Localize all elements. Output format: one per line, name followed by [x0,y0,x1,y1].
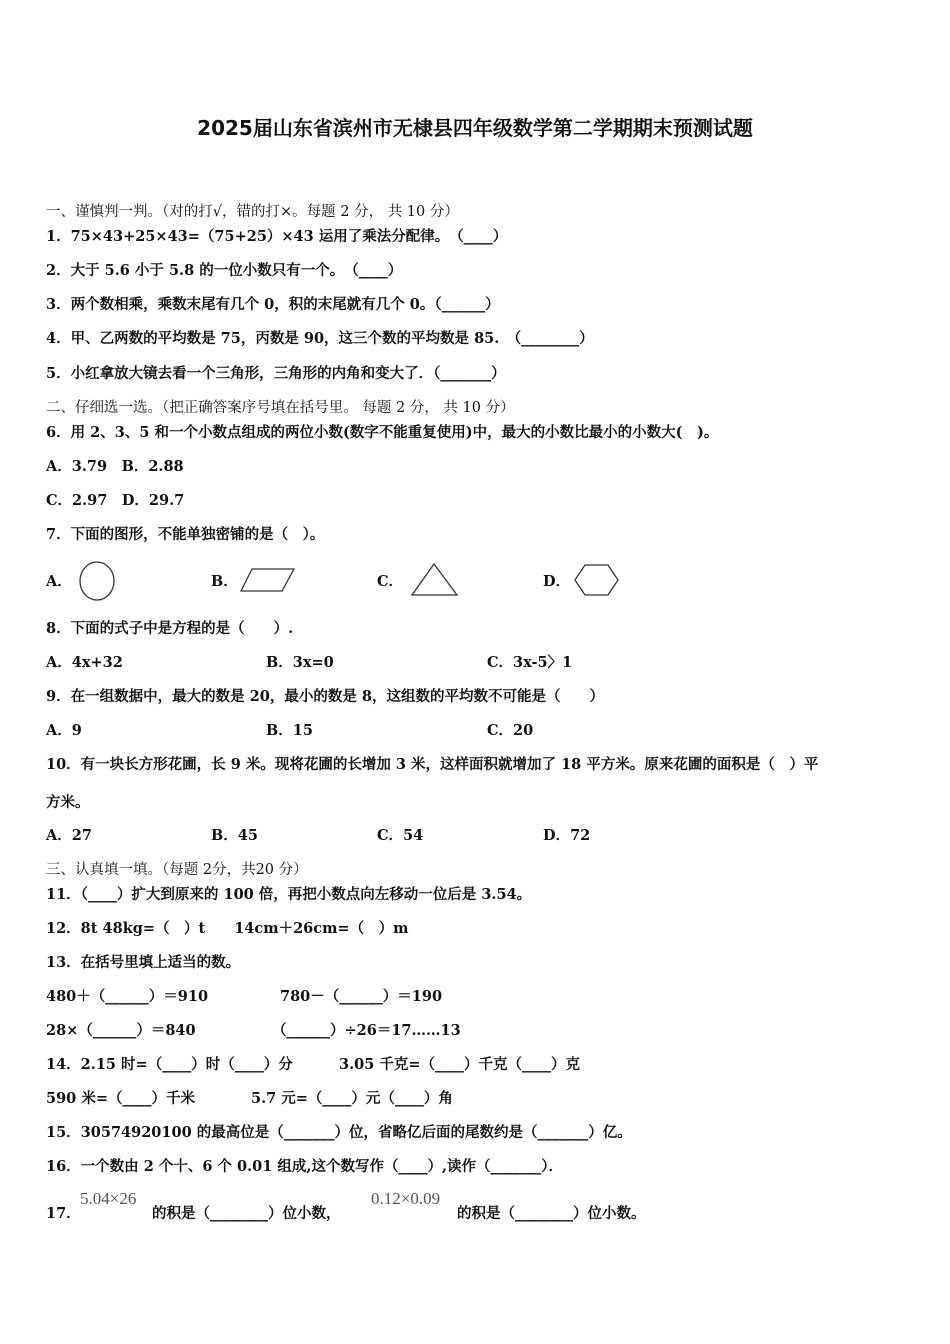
q14-item-d: 5.7 元=（____）元（____）角 [251,1090,453,1107]
section-1-heading: 一、谨慎判一判。（对的打√，错的打×。每题 2 分， 共 10 分） [46,204,459,220]
q17-text-2: 的积是（________）位小数。 [457,1205,646,1222]
question-1: 1．75×43+25×43=（75+25）×43 运用了乘法分配律。 （____） [46,228,508,245]
q14-item-a: 14．2.15 时=（____）时（____）分 [46,1056,293,1073]
question-5: 5．小红拿放大镜去看一个三角形，三角形的内角和变大了．（_______） [46,365,506,382]
q13-item-a: 480＋（______）＝910 [46,988,209,1005]
q7-option-d-label: D． [543,573,571,590]
q10-option-b: B．45 [211,827,258,844]
question-2: 2．大于 5.6 小于 5.8 的一位小数只有一个。 （____） [46,262,403,279]
q9-option-b: B．15 [266,722,313,739]
q8-option-c: C．3x-5〉1 [487,654,573,671]
question-6-options-ab: A．3.79 B．2.88 [46,458,184,475]
q9-option-a: A．9 [46,722,82,739]
q14-item-c: 590 米=（____）千米 [46,1090,195,1107]
question-10-cont: 方米。 [46,794,90,811]
q13-item-b: 780－（______）＝190 [280,988,443,1005]
question-9: 9．在一组数据中，最大的数是 20，最小的数是 8，这组数的平均数不可能是（ ） [46,688,604,705]
q7-option-c-label: C． [377,573,404,590]
q9-option-c: C．20 [487,722,534,739]
question-16: 16．一个数由 2 个十、6 个 0.01 组成,这个数写作（____）,读作（_______）． [46,1158,564,1175]
question-4: 4．甲、乙两数的平均数是 75，丙数是 90，这三个数的平均数是 85. （________） [46,330,594,347]
q17-expression-1: 5.04×26 [80,1189,137,1208]
q7-option-b-label: B． [211,573,238,590]
q13-item-d: （______）÷26＝17……13 [272,1022,461,1039]
question-15: 15．30574920100 的最高位是（_______）位，省略亿后面的尾数约是（_______）亿。 [46,1124,632,1141]
circle-shape [78,560,118,602]
q17-text-1: 的积是（________）位小数， [152,1205,341,1222]
q10-option-c: C．54 [377,827,424,844]
question-7: 7．下面的图形，不能单独密铺的是（ ）。 [46,526,325,543]
q10-option-d: D．72 [543,827,591,844]
q10-option-a: A．27 [46,827,92,844]
q8-option-b: B．3x=0 [266,654,334,671]
hexagon-shape [574,563,620,597]
q14-item-b: 3.05 千克=（____）千克（____）克 [339,1056,581,1073]
question-12: 12．8t 48kg=（ ）t 14cm＋26cm=（ ）m [46,920,409,937]
q8-option-a: A．4x+32 [46,654,123,671]
q7-option-a-label: A． [46,573,72,590]
section-3-heading: 三、认真填一填。（每题 2分，共20 分） [46,862,308,878]
question-17-number: 17． [46,1205,81,1222]
parallelogram-shape [240,567,296,593]
triangle-shape [410,562,460,598]
question-6-options-cd: C．2.97 D．29.7 [46,492,185,509]
question-3: 3．两个数相乘，乘数末尾有几个 0，积的末尾就有几个 0。（______） [46,296,500,313]
question-11: 11．（____）扩大到原来的 100 倍，再把小数点向左移动一位后是 3.54。 [46,886,532,903]
q17-expression-2: 0.12×0.09 [371,1189,441,1208]
question-6: 6．用 2、3、5 和一个小数点组成的两位小数(数字不能重复使用)中，最大的小数比最小的小数大( )。 [46,424,719,441]
q13-item-c: 28×（______）＝840 [46,1022,196,1039]
section-2-heading: 二、仔细选一选。（把正确答案序号填在括号里。 每题 2 分， 共 10 分） [46,400,515,416]
question-13: 13．在括号里填上适当的数。 [46,954,241,971]
question-10: 10．有一块长方形花圃，长 9 米。现将花圃的长增加 3 米，这样面积就增加了 18 平方米。原来花圃的面积是（ ）平 [46,756,819,773]
question-8: 8．下面的式子中是方程的是（ ）. [46,620,294,637]
page-title: 2025届山东省滨州市无棣县四年级数学第二学期期末预测试题 [197,116,753,140]
